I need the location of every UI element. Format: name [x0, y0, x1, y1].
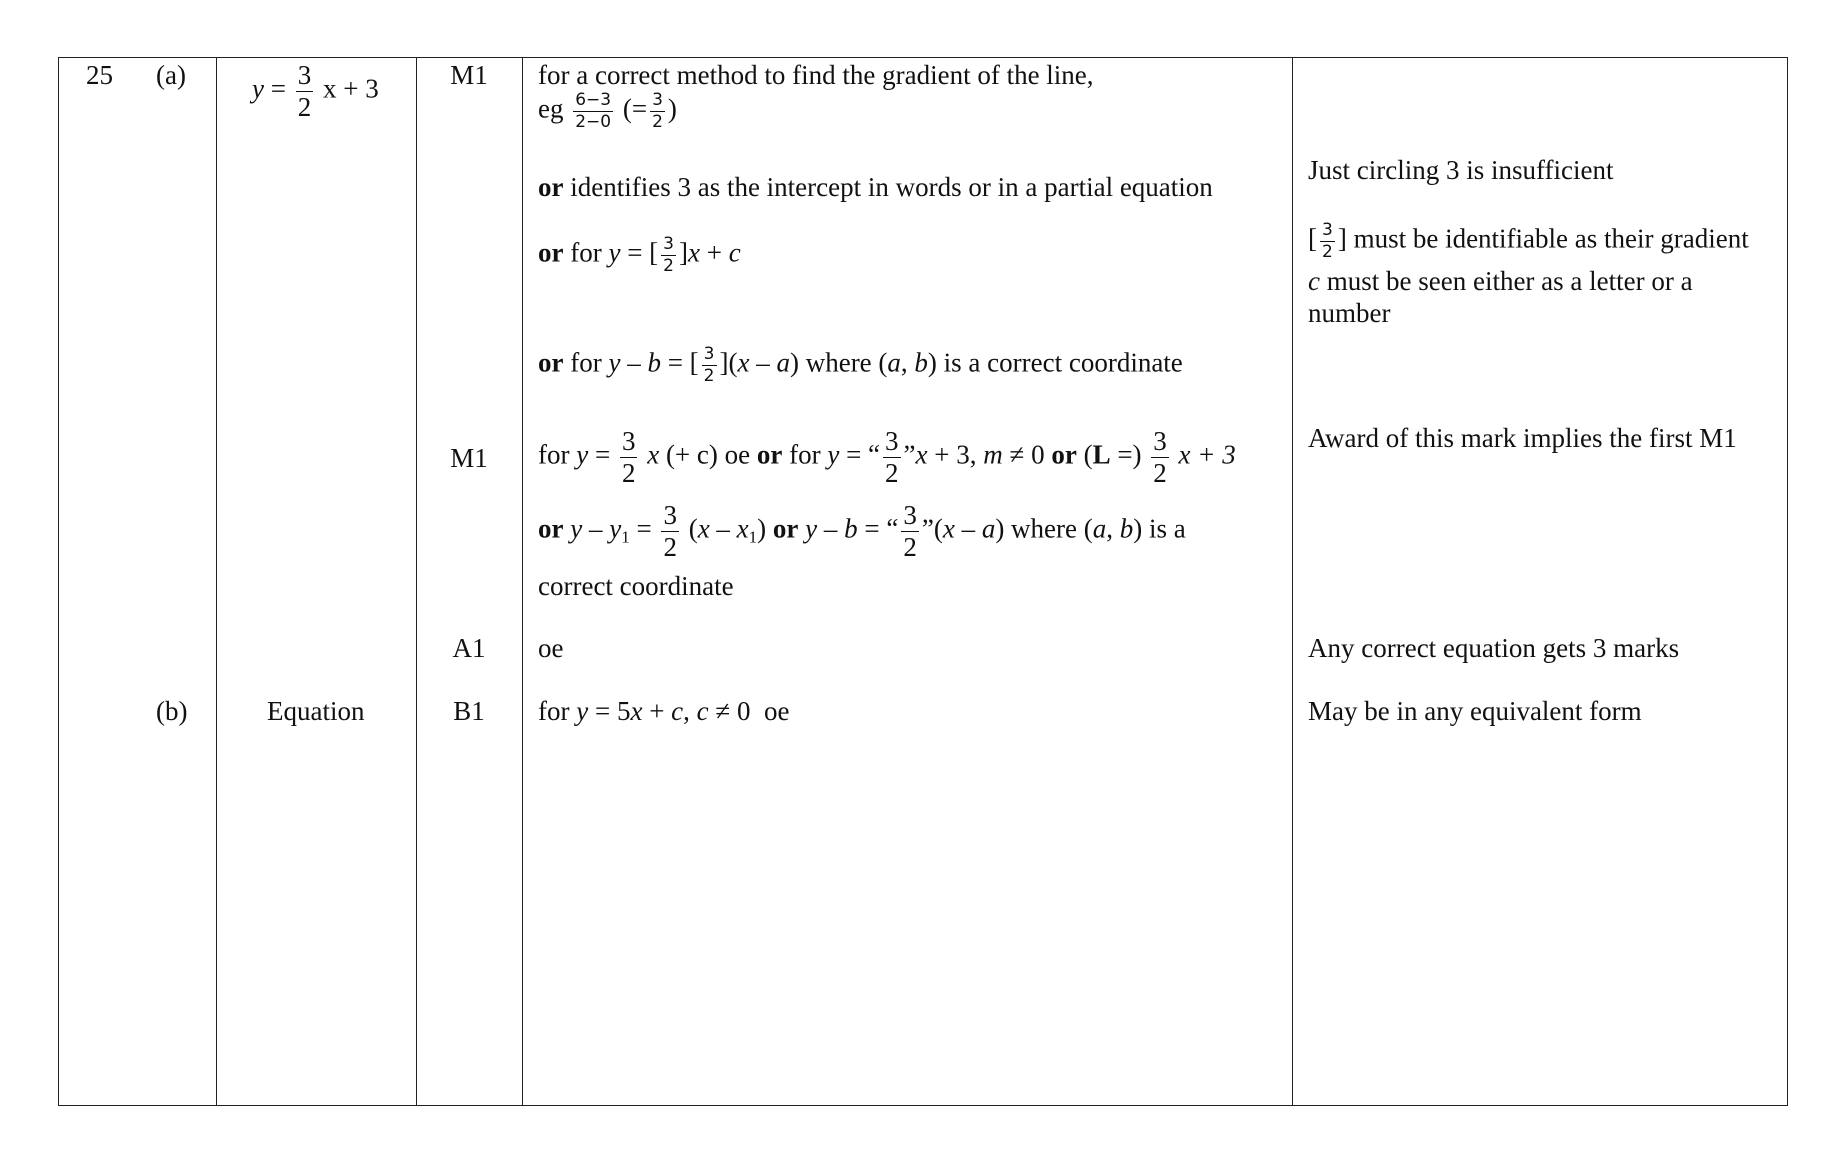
scheme-a1-line: oe [538, 633, 564, 663]
scheme-point-a2: a [887, 347, 901, 378]
scheme-m2b-den: 2 [663, 532, 677, 562]
scheme-m2b-sub2: 1 [748, 527, 758, 547]
scheme-b1-eq: = 5 [594, 696, 631, 726]
scheme-m2-den2: 2 [885, 458, 899, 488]
answer-a-num: 3 [297, 60, 312, 90]
answer-a-y: y [252, 73, 264, 104]
scheme-m2b-minus2: – [716, 513, 730, 544]
scheme-b1-oe: oe [763, 696, 790, 726]
guidance-grad-den: 2 [1322, 242, 1333, 262]
scheme-m2b-x1: x [736, 513, 749, 544]
scheme-m2-l: L [1092, 439, 1111, 470]
scheme-m2b-open: ( [688, 513, 698, 544]
column-divider [216, 57, 217, 1106]
scheme-m1-line-3: correct coordinate [538, 571, 734, 601]
scheme-m1-line-1 [538, 428, 1236, 487]
scheme-m2-close2: ” [903, 439, 916, 470]
answer-a-eq: = [270, 73, 286, 104]
answer-a-fraction [296, 62, 314, 121]
question-number: 25 [86, 60, 113, 90]
scheme-m2-den: 2 [621, 458, 636, 488]
scheme-m2-y2: y [827, 439, 840, 470]
or-keyword: or [538, 347, 564, 378]
scheme-m2-for: for [538, 439, 570, 470]
scheme-m2b-eq: = [636, 513, 652, 544]
scheme-m2-den3: 2 [1153, 458, 1167, 488]
column-divider [1292, 57, 1293, 1106]
scheme-point-fraction [702, 346, 717, 385]
scheme-ymxc-line [538, 236, 741, 275]
or-keyword: or [772, 513, 799, 544]
scheme-eg-fraction [573, 92, 613, 131]
answer-a [252, 62, 379, 121]
scheme-eg-val-den: 2 [652, 112, 663, 132]
guidance-grad-num: 3 [1322, 220, 1333, 240]
scheme-m2b-a: a [1092, 513, 1107, 544]
or-keyword: or [1051, 439, 1077, 470]
scheme-m2b-yb: y [805, 513, 818, 544]
guidance-c-2: number [1308, 298, 1391, 328]
scheme-point-b: b [647, 347, 661, 378]
scheme-m2b-fraction [661, 502, 679, 561]
scheme-m2b-end: ) is a [1133, 513, 1186, 544]
guidance-c [1308, 266, 1693, 297]
answer-a-den: 2 [297, 92, 312, 122]
scheme-m2-eq: = [594, 439, 611, 470]
guidance-implies: Award of this mark implies the first M1 [1308, 423, 1737, 453]
mark-m1-second: M1 [450, 443, 488, 473]
scheme-m2-x: x [647, 439, 660, 470]
scheme-point-y: y [608, 347, 621, 378]
guidance-equivalent: May be in any equivalent form [1308, 696, 1642, 726]
scheme-point-b2: b [914, 347, 928, 378]
scheme-m2b-minus: – [588, 513, 603, 544]
scheme-point-x: x [737, 347, 750, 378]
scheme-m2b-xa-a: a [981, 513, 996, 544]
or-keyword: or [538, 513, 564, 544]
scheme-point-where: ) where ( [789, 347, 888, 378]
scheme-m2-num3: 3 [1153, 426, 1167, 456]
guidance-gradient [1308, 222, 1749, 261]
scheme-m2b-close: ) [757, 513, 767, 544]
scheme-m2b-y1: y [609, 513, 622, 544]
scheme-m2b-y: y [570, 513, 583, 544]
scheme-eg-line [538, 92, 677, 131]
scheme-point-comma: , [900, 347, 908, 378]
guidance-circling: Just circling 3 is insufficient [1308, 155, 1614, 185]
scheme-b1-line: for y = 5x + c, c ≠ 0 oe [538, 696, 790, 726]
scheme-m2-c: (+ c) [665, 439, 718, 470]
scheme-for: for [570, 347, 602, 378]
scheme-b1-for: for [538, 696, 570, 726]
scheme-m2-m: m [983, 439, 1003, 470]
scheme-m2-num2: 3 [885, 426, 899, 456]
scheme-m2b-x: x [697, 513, 710, 544]
scheme-m2-for2: for [789, 439, 821, 470]
scheme-m2-fraction3 [1151, 428, 1169, 487]
scheme-eg-close: ) [667, 93, 677, 124]
scheme-point-close: ]( [719, 347, 738, 378]
scheme-m2b-sub1: 1 [621, 527, 630, 547]
scheme-m2-lclose: =) [1117, 439, 1142, 470]
scheme-line-1: for a correct method to find the gradient of the line, [538, 60, 1094, 90]
answer-a-rest: x + 3 [322, 73, 379, 104]
scheme-point-eq: = [ [667, 347, 699, 378]
mark-scheme-table [58, 57, 1788, 1106]
guidance-grad-text: ] must be identifiable as their gradient [1337, 223, 1749, 254]
scheme-m2-x2: x [915, 439, 928, 470]
scheme-ymxc-plus: + [706, 237, 722, 268]
scheme-eg-label: eg [538, 93, 564, 124]
scheme-m2-y: y [576, 439, 589, 470]
guidance-c-letter: c [1308, 266, 1320, 296]
scheme-eg-val-num: 3 [652, 90, 663, 110]
column-divider [416, 57, 417, 1106]
scheme-b1-x: x [630, 696, 643, 726]
scheme-eg-value [650, 92, 665, 131]
scheme-m2-eq2: = “ [846, 439, 881, 470]
scheme-ymxc-den: 2 [663, 256, 674, 276]
scheme-point-line [538, 346, 1183, 385]
guidance-c-text: must be seen either as a letter or a [1326, 266, 1693, 296]
scheme-m2b-den2: 2 [903, 532, 917, 562]
scheme-ymxc-c: c [728, 237, 741, 268]
scheme-m2-fraction2 [883, 428, 901, 487]
scheme-eg-num: 6−3 [575, 90, 612, 110]
scheme-intercept-text: identifies 3 as the intercept in words or in a partial equation [570, 172, 1213, 202]
or-keyword: or [538, 172, 564, 202]
scheme-m2b-minus4: – [961, 513, 976, 544]
or-keyword: or [756, 439, 783, 470]
scheme-point-den: 2 [703, 366, 715, 386]
scheme-point-minus: – [756, 347, 770, 378]
scheme-b1-plus: + [649, 696, 665, 726]
scheme-m2b-where: ) where ( [995, 513, 1093, 544]
answer-b: Equation [267, 696, 365, 726]
scheme-b1-c2: c [696, 696, 709, 726]
scheme-m2-lopen: ( [1083, 439, 1093, 470]
scheme-m2b-b2: b [1119, 513, 1134, 544]
scheme-intercept-line [538, 172, 1213, 203]
scheme-ymxc-eq: = [ [627, 237, 659, 268]
scheme-m2-oe: oe [724, 439, 751, 470]
scheme-eg-paren: (= [622, 93, 648, 124]
scheme-m2b-xa-x: x [942, 513, 955, 544]
scheme-ymxc-num: 3 [663, 234, 674, 254]
scheme-point-a: a [776, 347, 790, 378]
scheme-m2-ne0: ≠ 0 [1009, 439, 1045, 470]
scheme-b1-ne: ≠ 0 [715, 696, 751, 726]
guidance-any-correct: Any correct equation gets 3 marks [1308, 633, 1680, 663]
part-label-b: (b) [156, 696, 188, 726]
mark-m1-first: M1 [450, 60, 488, 90]
scheme-m1-line-2 [538, 502, 1186, 561]
scheme-m2-plus3: + 3, [934, 439, 977, 470]
scheme-b1-y: y [576, 696, 589, 726]
scheme-ymxc-x: x [688, 237, 700, 268]
scheme-m2b-b: b [844, 513, 858, 544]
scheme-ymxc-fraction [661, 236, 676, 275]
scheme-ymxc-y: y [608, 237, 621, 268]
scheme-m2-fraction [620, 428, 638, 487]
mark-a1: A1 [452, 633, 486, 663]
scheme-m2b-comma: , [1106, 513, 1114, 544]
scheme-point-minus: – [627, 347, 641, 378]
scheme-m2b-num2: 3 [903, 500, 917, 530]
guidance-grad-open: [ [1308, 223, 1317, 254]
or-keyword: or [538, 237, 564, 268]
guidance-grad-fraction [1320, 222, 1335, 261]
scheme-point-num: 3 [703, 344, 715, 364]
part-label-a: (a) [156, 60, 186, 90]
column-divider [522, 57, 523, 1106]
scheme-m2-num: 3 [621, 426, 636, 456]
scheme-b1-c: c [671, 696, 684, 726]
scheme-m2b-fraction2 [901, 502, 919, 561]
scheme-ymxc-close: ] [679, 237, 688, 268]
scheme-m2b-close2: ”( [921, 513, 943, 544]
scheme-m2-x3: x + 3 [1178, 439, 1236, 470]
scheme-for: for [570, 237, 602, 268]
scheme-m2b-eq2: = “ [864, 513, 899, 544]
scheme-m2b-num: 3 [663, 500, 677, 530]
scheme-m2b-minus3: – [823, 513, 838, 544]
mark-b1: B1 [453, 696, 485, 726]
scheme-eg-den: 2−0 [575, 112, 612, 132]
scheme-point-end: ) is a correct coordinate [927, 347, 1183, 378]
